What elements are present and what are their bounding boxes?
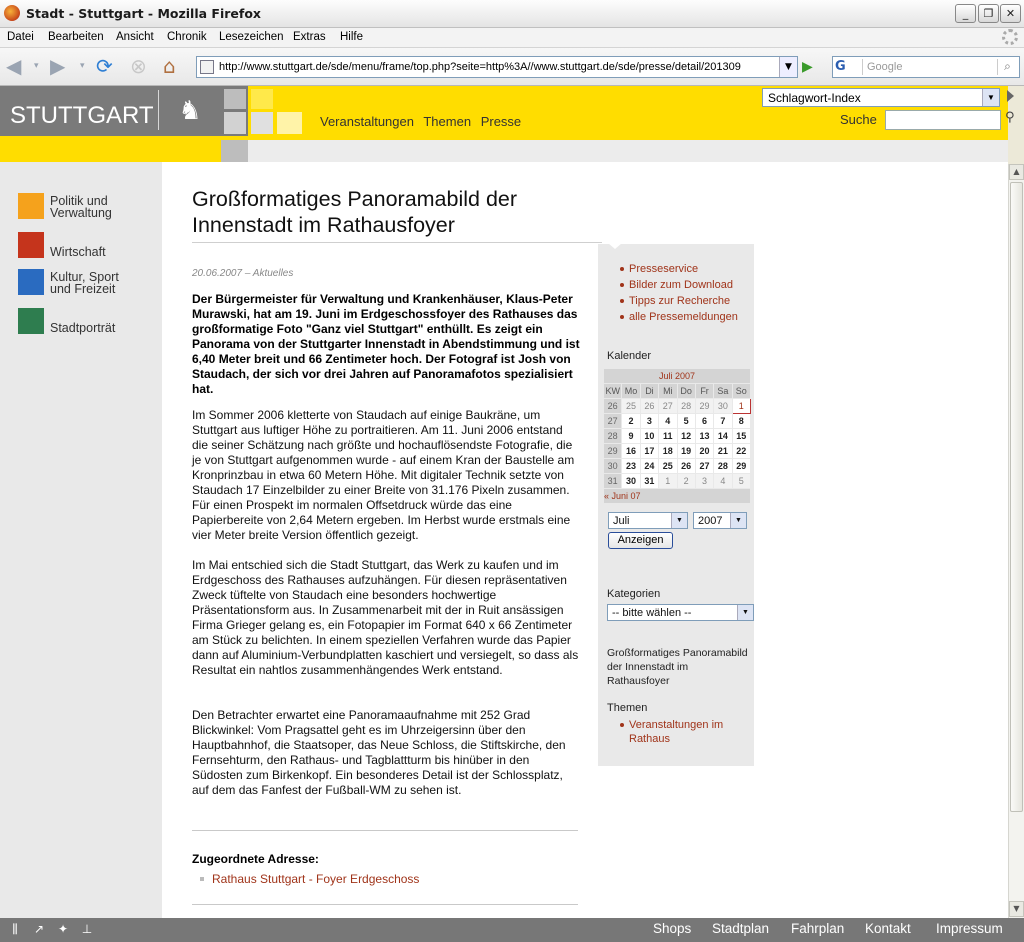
themes-label: Themen (607, 702, 648, 714)
categories-label: Kategorien (607, 588, 661, 600)
leftnav-label: und Freizeit (50, 282, 116, 296)
year-select[interactable] (693, 512, 747, 529)
calendar-week: 29 (604, 444, 622, 459)
calendar-header: Mo (622, 384, 640, 399)
leftnav-label: Politik und (50, 194, 108, 208)
leftnav-label: Kultur, Sport (50, 270, 119, 284)
calendar-header: Sa (714, 384, 732, 399)
calendar-day[interactable]: 8 (732, 414, 750, 429)
address-link[interactable] (200, 872, 419, 886)
calendar-week: 27 (604, 414, 622, 429)
chevron-down-icon[interactable]: ▼ (982, 89, 999, 106)
calendar-day[interactable]: 17 (640, 444, 658, 459)
footer-kontakt[interactable]: Kontakt (865, 921, 911, 936)
footer-stadtplan[interactable]: Stadtplan (712, 921, 770, 936)
article-lead: Der Bürgermeister für Verwaltung und Krankenhäuser, Klaus-Peter Murawski, hat am 19. Juni im Erdgeschossfoyer des Rathauses das großformatige Foto "Ganz viel Stuttgart" enthüllt. Es zeigt ein Panorama von der Stuttgarter Innenstadt in Abendstimmung und ist 6,40 Meter breit und 66 Zentimeter hoch. Der Fotograf ist Josh von Staudach, der sich vor drei Jahren auf Panoramafotos spezialisiert hat. (192, 292, 580, 396)
calendar-day[interactable]: 28 (677, 399, 695, 414)
year-select-value: 2007 (698, 515, 723, 527)
calendar-prev-link[interactable]: « Juni 07 (604, 489, 751, 504)
close-button[interactable]: ✕ (1000, 4, 1021, 23)
calendar-day[interactable]: 30 (622, 474, 640, 489)
link-veranstaltungen-rathaus[interactable]: Veranstaltungen im Rathaus (629, 718, 739, 746)
calendar-day[interactable]: 26 (640, 399, 658, 414)
nav-themen[interactable]: Themen (423, 114, 472, 129)
search-icon[interactable]: ⚲ (1005, 110, 1015, 125)
calendar-day[interactable]: 9 (622, 429, 640, 444)
calendar-header: So (732, 384, 750, 399)
calendar-header: Do (677, 384, 695, 399)
header-yellow-bar (0, 140, 221, 162)
calendar-day[interactable]: 5 (677, 414, 695, 429)
reload-icon[interactable]: ⟳ (96, 54, 113, 78)
link-presseservice[interactable]: Presseservice (629, 263, 699, 275)
wirtschaft-mini-icon[interactable]: ↗ (33, 922, 45, 936)
calendar-week: 26 (604, 399, 622, 414)
nav-presse[interactable]: Presse (480, 114, 522, 129)
calendar-day[interactable]: 14 (714, 429, 732, 444)
menu-ansicht[interactable]: Ansicht (116, 31, 154, 43)
index-select[interactable] (762, 88, 1000, 107)
menu-chronik[interactable]: Chronik (167, 31, 207, 43)
calendar-day[interactable]: 3 (640, 414, 658, 429)
calendar-day[interactable]: 21 (714, 444, 732, 459)
calendar-day[interactable]: 2 (677, 474, 695, 489)
decor-square (221, 140, 248, 162)
calendar-week: 31 (604, 474, 622, 489)
calendar-day[interactable]: 28 (714, 459, 732, 474)
menu-bearbeiten[interactable]: Bearbeiten (48, 31, 104, 43)
leftnav-label: Verwaltung (50, 206, 112, 220)
calendar-header: KW (604, 384, 622, 399)
kultur-icon (18, 269, 44, 295)
wirtschaft-icon (18, 232, 44, 258)
article-paragraph: Den Betrachter erwartet eine Panoramaaufnahme mit 252 Grad Blickwinkel: Vom Pragsattel geht es im Uhrzeigersinn über den Hauptbahnhof, die Staatsoper, das Neue Schloss, die Stiftskirche, den Fernsehturm, den Rathaus- und Tagblattturm bis hinüber in den Südosten zum Birkenkopf. Ein besonderes Detail ist der Schlossplatz, auf dem das Fanfest der Fußball-WM zu sehen ist. (192, 708, 566, 797)
home-icon[interactable]: ⌂ (163, 54, 176, 78)
search-icon[interactable]: ⌕ (997, 59, 1017, 75)
calendar-day[interactable]: 7 (714, 414, 732, 429)
calendar-day[interactable]: 10 (640, 429, 658, 444)
article-paragraph: Im Sommer 2006 kletterte von Staudach auf einige Baukräne, um Stuttgart aus luftiger Höhe zu portraitieren. Am 11. Juni 2006 entstand die seiner Schätzung nach größte und hochauflösendste Fotografie, die je von Stuttgart aufgenommen wurde - auf einem Kran der Baustelle am Kronprinzbau in etwa 60 Metern Höhe. Mit digitaler Technik setzte von Staudach 17 Einzelbilder zu einer Breite von 31.176 Pixeln zusammen. Für einen Prospekt im normalen Offsetdruck würde das eine Papierbereite von 2,64 Metern ergeben. Im Herbst wurde erstmals eine vier Meter breite Version öffentlich gezeigt. (192, 408, 575, 542)
calendar-day[interactable]: 30 (714, 399, 732, 414)
url-bar[interactable] (196, 56, 798, 78)
chevron-down-icon[interactable]: ▼ (737, 605, 753, 620)
calendar-day[interactable]: 31 (640, 474, 658, 489)
decor-square (224, 112, 246, 134)
menu-bar (0, 28, 1024, 48)
calendar-day[interactable]: 1 (659, 474, 677, 489)
page-content (0, 86, 1015, 918)
index-go-icon[interactable] (1007, 90, 1014, 102)
calendar-day[interactable]: 5 (732, 474, 750, 489)
chevron-down-icon[interactable]: ▼ (730, 513, 746, 528)
leftnav-label: Wirtschaft (50, 245, 106, 259)
header-grey-bar (248, 140, 1008, 162)
decor-square (251, 112, 273, 134)
link-alle-pressemeldungen[interactable]: alle Pressemeldungen (629, 311, 738, 323)
horse-emblem-icon: ♞ (178, 96, 202, 126)
article (192, 186, 580, 242)
divider (192, 242, 602, 243)
link-tipps-recherche[interactable]: Tipps zur Recherche (629, 295, 731, 307)
calendar-header: Di (640, 384, 658, 399)
right-sidebar (598, 244, 754, 766)
index-select-value: Schlagwort-Index (768, 91, 861, 105)
footer-shops[interactable]: Shops (653, 921, 692, 936)
calendar-week: 28 (604, 429, 622, 444)
calendar-week: 30 (604, 459, 622, 474)
article-dateline: 20.06.2007 – Aktuelles (192, 268, 294, 279)
calendar-day[interactable]: 20 (695, 444, 713, 459)
calendar-day[interactable]: 23 (622, 459, 640, 474)
link-bilder-download[interactable]: Bilder zum Download (629, 279, 733, 291)
page-icon (200, 60, 214, 74)
scroll-thumb[interactable] (1010, 182, 1023, 812)
calendar-day[interactable]: 26 (677, 459, 695, 474)
scroll-down-icon[interactable]: ▼ (1009, 901, 1024, 917)
scroll-up-icon[interactable]: ▲ (1009, 164, 1024, 180)
maximize-button[interactable]: ❐ (978, 4, 999, 23)
calendar-day[interactable]: 24 (640, 459, 658, 474)
address-title: Zugeordnete Adresse: (192, 852, 319, 866)
calendar-day[interactable]: 27 (659, 399, 677, 414)
stadtportraet-icon (18, 308, 44, 334)
google-icon[interactable]: G (835, 59, 863, 75)
search-placeholder: Google (867, 61, 903, 73)
politik-icon (18, 193, 44, 219)
divider (192, 904, 578, 905)
sidebar-notch (608, 243, 622, 249)
minimize-button[interactable]: _ (955, 4, 976, 23)
calendar-day[interactable]: 27 (695, 459, 713, 474)
calendar-day[interactable]: 29 (732, 459, 750, 474)
article-paragraph: Im Mai entschied sich die Stadt Stuttgart, das Werk zu kaufen und im Erdgeschoss des Rathauses aufzuhängen. Für diesen repräsentativen Zweck tüftelte von Staudach eine besonders hochwertige Präsentationsform aus. In Zusammenarbeit mit der in Ruit ansässigen Firma Grieger gelang es, ein Fotopapier im Format 640 x 66 Zentimeter am Stück zu belichten. In einem speziellen Verfahren wurde das Papier dann auf Aluminium-Verbundplatten kaschiert und versiegelt, so dass als Resultat ein nahtlos zusammenhängendes Werk entstand. (192, 558, 579, 677)
firefox-icon (4, 5, 20, 21)
search-label: Suche (840, 112, 877, 127)
window-title: Stadt - Stuttgart - Mozilla Firefox (26, 6, 261, 21)
logo-divider (158, 90, 159, 130)
calendar-header: Mi (659, 384, 677, 399)
chevron-down-icon[interactable]: ▼ (779, 57, 797, 77)
decor-square (277, 112, 302, 134)
site-search-input[interactable] (885, 110, 1001, 130)
footer-impressum[interactable]: Impressum (936, 921, 1003, 936)
decor-square (224, 89, 246, 109)
search-box[interactable] (832, 56, 1020, 78)
calendar-day[interactable]: 15 (732, 429, 750, 444)
politik-mini-icon[interactable]: ⫼ (12, 922, 18, 936)
footer-bar (0, 918, 1024, 942)
top-navigation (320, 114, 527, 129)
menu-datei[interactable]: Datei (7, 31, 34, 43)
calendar-month: Juli 2007 (604, 369, 751, 384)
menu-lesezeichen[interactable]: Lesezeichen (219, 31, 284, 43)
back-history-icon[interactable]: ▾ (34, 61, 39, 71)
divider (192, 830, 578, 831)
stuttgart-logo[interactable]: STUTTGART (10, 102, 154, 129)
calendar-day[interactable]: 25 (622, 399, 640, 414)
calendar-day[interactable]: 13 (695, 429, 713, 444)
menu-hilfe[interactable]: Hilfe (340, 31, 364, 43)
month-select[interactable] (608, 512, 688, 529)
show-button[interactable]: Anzeigen (608, 532, 673, 549)
throbber-icon (1002, 29, 1018, 45)
navigation-toolbar (0, 48, 1024, 86)
calendar-day[interactable]: 25 (659, 459, 677, 474)
calendar-day[interactable]: 18 (659, 444, 677, 459)
calendar-day[interactable]: 12 (677, 429, 695, 444)
calendar-day[interactable]: 4 (714, 474, 732, 489)
forward-arrow-icon[interactable]: ▶ (50, 54, 66, 78)
chevron-down-icon[interactable]: ▼ (671, 513, 687, 528)
left-navigation (0, 162, 162, 918)
nav-veranstaltungen[interactable]: Veranstaltungen (320, 114, 414, 129)
page-title: Großformatiges Panoramabild der Innenstadt im Rathausfoyer (192, 187, 518, 237)
back-arrow-icon[interactable]: ◀ (6, 54, 22, 78)
calendar-day[interactable]: 19 (677, 444, 695, 459)
kultur-mini-icon[interactable]: ✦ (57, 922, 69, 936)
calendar-day[interactable]: 11 (659, 429, 677, 444)
calendar-label: Kalender (607, 350, 652, 362)
calendar-day[interactable]: 6 (695, 414, 713, 429)
categories-select-value: -- bitte wählen -- (612, 607, 692, 619)
calendar-day[interactable]: 3 (695, 474, 713, 489)
address-link-text[interactable]: Rathaus Stuttgart - Foyer Erdgeschoss (212, 872, 420, 886)
calendar-day[interactable]: 16 (622, 444, 640, 459)
go-arrow-icon[interactable]: ▶ (802, 59, 813, 75)
calendar-day[interactable]: 1 (732, 399, 750, 414)
stop-icon[interactable]: ⊗ (130, 54, 147, 78)
current-article-title: Großformatiges Panoramabild der Innenstadt im Rathausfoyer (607, 647, 748, 687)
stadtportraet-mini-icon[interactable]: ⊥ (81, 922, 93, 936)
decor-square (251, 89, 273, 109)
month-select-value: Juli (613, 515, 630, 527)
calendar-day[interactable]: 22 (732, 444, 750, 459)
url-text: http://www.stuttgart.de/sde/menu/frame/top.php?seite=http%3A//www.stuttgart.de/sde/presse/detail/201309 (219, 61, 741, 73)
calendar-day[interactable]: 2 (622, 414, 640, 429)
title-bar (0, 0, 1024, 28)
footer-fahrplan[interactable]: Fahrplan (791, 921, 845, 936)
categories-select[interactable] (607, 604, 754, 621)
menu-extras[interactable]: Extras (293, 31, 326, 43)
leftnav-label: Stadtporträt (50, 321, 116, 335)
calendar-day[interactable]: 29 (695, 399, 713, 414)
forward-history-icon[interactable]: ▾ (80, 61, 85, 71)
vertical-scrollbar[interactable] (1008, 164, 1024, 918)
calendar-day[interactable]: 4 (659, 414, 677, 429)
calendar (603, 368, 751, 504)
calendar-header: Fr (695, 384, 713, 399)
